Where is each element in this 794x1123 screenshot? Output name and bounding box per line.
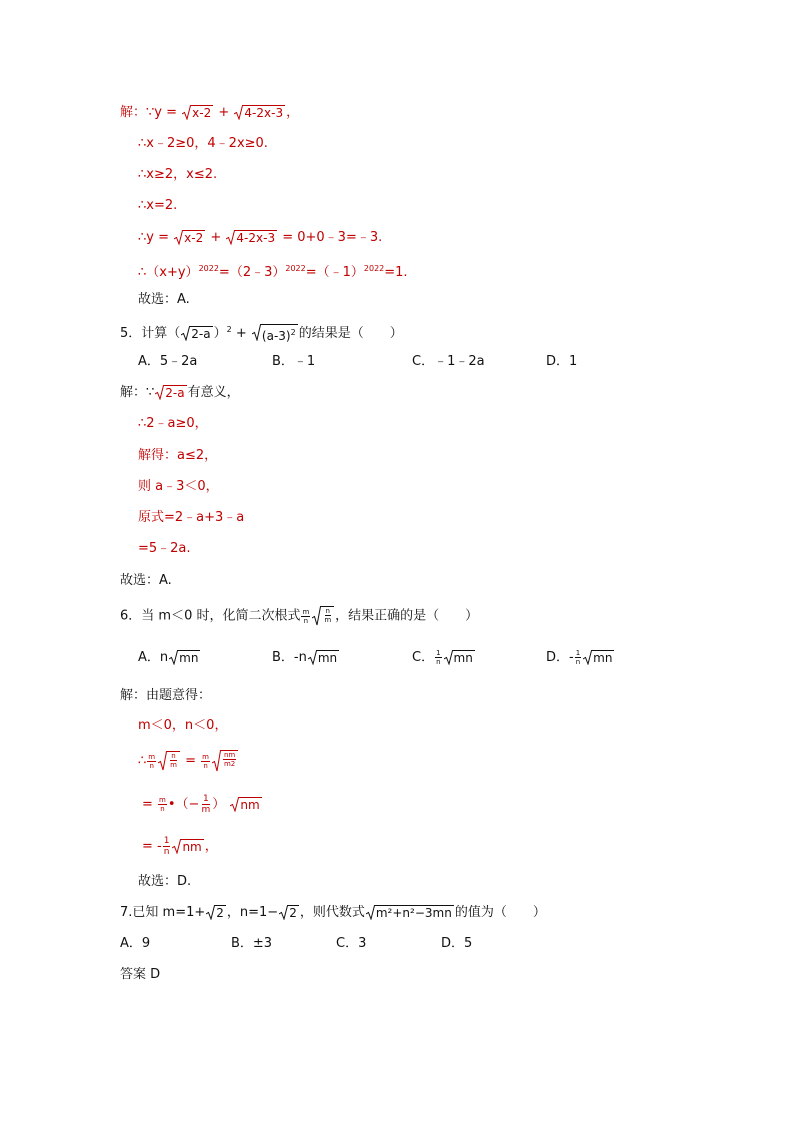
sol6-line2: m＜0，n＜0， (138, 718, 228, 733)
radical: mn (583, 650, 614, 665)
sol4-line1: 解：∵y = x-2 + 4-2x-3 ， (120, 105, 300, 120)
radical: 2-a (181, 326, 212, 341)
q7-answer: 答案 D (120, 967, 161, 982)
fraction: $\frac{1}{n}$ (163, 836, 170, 857)
radical: mn (169, 650, 200, 665)
fraction: $\frac{m}{n}$ (148, 752, 156, 770)
sol4-line4: ∴x=2. (138, 198, 178, 213)
q7-option-a[interactable]: A．9 (120, 936, 151, 951)
q5-option-a[interactable]: A．5﹣2a (138, 354, 198, 369)
q5-stem: 5．计算（ 2-a ）$^2$ + $(a-3)^2$ 的结果是（ ） (120, 325, 403, 343)
radical: mn (308, 650, 339, 665)
q6-option-a[interactable]: A．n mn (138, 650, 199, 665)
sol5-line3: 解得：a≤2， (138, 448, 218, 463)
q5-option-c[interactable]: C．﹣1﹣2a (412, 354, 485, 369)
fraction: $\frac{m}{n}$ (302, 607, 310, 625)
radical: x-2 (174, 230, 205, 245)
q7-option-c[interactable]: C．3 (336, 936, 367, 951)
radical: nm (172, 839, 203, 854)
sol5-line5: 原式=2﹣a+3﹣a (138, 510, 245, 525)
sol6-line1: 解：由题意得： (120, 688, 212, 703)
radical: 2 (206, 905, 226, 920)
sol4-line5: ∴y = x-2 + 4-2x-3 = 0+0﹣3=﹣3. (138, 230, 383, 245)
fraction: $\frac{m}{n}$ (202, 752, 209, 770)
q7-option-d[interactable]: D．5 (441, 936, 473, 951)
radical (158, 751, 180, 771)
q5-option-d[interactable]: D．1 (546, 354, 578, 369)
fraction: $\frac{n}{m}$ (170, 752, 177, 769)
sol5-line2: ∴2﹣a≥0， (138, 416, 208, 431)
q6-stem: 6．当 m＜0 时，化简二次根式 $\frac{m}{n}$ $\frac{n}{m}$ ，结果正确的是（ ） (120, 607, 479, 625)
radical: 4-2x-3 (226, 230, 277, 245)
radical: m²+n²−3mn (366, 905, 454, 920)
q7-option-b[interactable]: B．±3 (231, 936, 273, 951)
radical: nm (230, 797, 261, 812)
radical (312, 606, 334, 626)
radical: 2 (279, 905, 299, 920)
sol5-line6: =5﹣2a. (138, 541, 191, 556)
sol4-conclusion: 故选：A. (138, 292, 190, 307)
sol4-line2: ∴x﹣2≥0，4﹣2x≥0. (138, 136, 268, 151)
fraction: $\frac{nm}{m2}$ (223, 751, 236, 768)
radical: 4-2x-3 (234, 105, 285, 120)
radical (212, 750, 238, 772)
fraction: $\frac{m}{n}$ (159, 796, 166, 813)
radical: $(a-3)^2$ (252, 324, 298, 344)
q7-stem: 7.已知 m=1+ 2 ，n=1− 2 ，则代数式 m²+n²−3mn 的值为（ ） (120, 905, 546, 920)
sol4-line3: ∴x≥2，x≤2. (138, 167, 218, 182)
sol6-conclusion: 故选：D. (138, 874, 192, 889)
radical: mn (444, 650, 475, 665)
radical: 2-a (155, 385, 186, 400)
q5-option-b[interactable]: B．﹣1 (272, 354, 316, 369)
fraction: $\frac{1}{n}$ (575, 649, 581, 666)
fraction: $\frac{1}{m}$ (201, 794, 211, 815)
fraction: $\frac{1}{n}$ (436, 649, 441, 666)
sol6-line4: = $\frac{m}{n}$ •（− $\frac{1}{m}$ ） nm (142, 794, 260, 815)
sol5-conclusion: 故选：A. (120, 573, 172, 588)
radical: x-2 (182, 105, 213, 120)
sol6-line3: ∴ $\frac{m}{n}$ $\frac{n}{m}$ = $\frac{m}{n}$ $\frac{nm}{m2}$ (138, 750, 239, 772)
sol5-line1: 解：∵ 2-a 有意义， (120, 385, 240, 400)
sol6-line5: = - $\frac{1}{n}$ nm ， (142, 836, 218, 857)
fraction: $\frac{n}{m}$ (324, 607, 332, 624)
q6-option-b[interactable]: B．-n mn (272, 650, 338, 665)
sol5-line4: 则 a﹣3＜0， (138, 479, 219, 494)
sol4-line6: $\therefore(x+y)^{2022}=(2﹣3)^{2022}=(﹣1)^{2022}=1$. (138, 264, 408, 280)
q6-option-c[interactable]: C． $\frac{1}{n}$ mn (412, 649, 473, 666)
q6-option-d[interactable]: D．- $\frac{1}{n}$ mn (546, 649, 613, 666)
